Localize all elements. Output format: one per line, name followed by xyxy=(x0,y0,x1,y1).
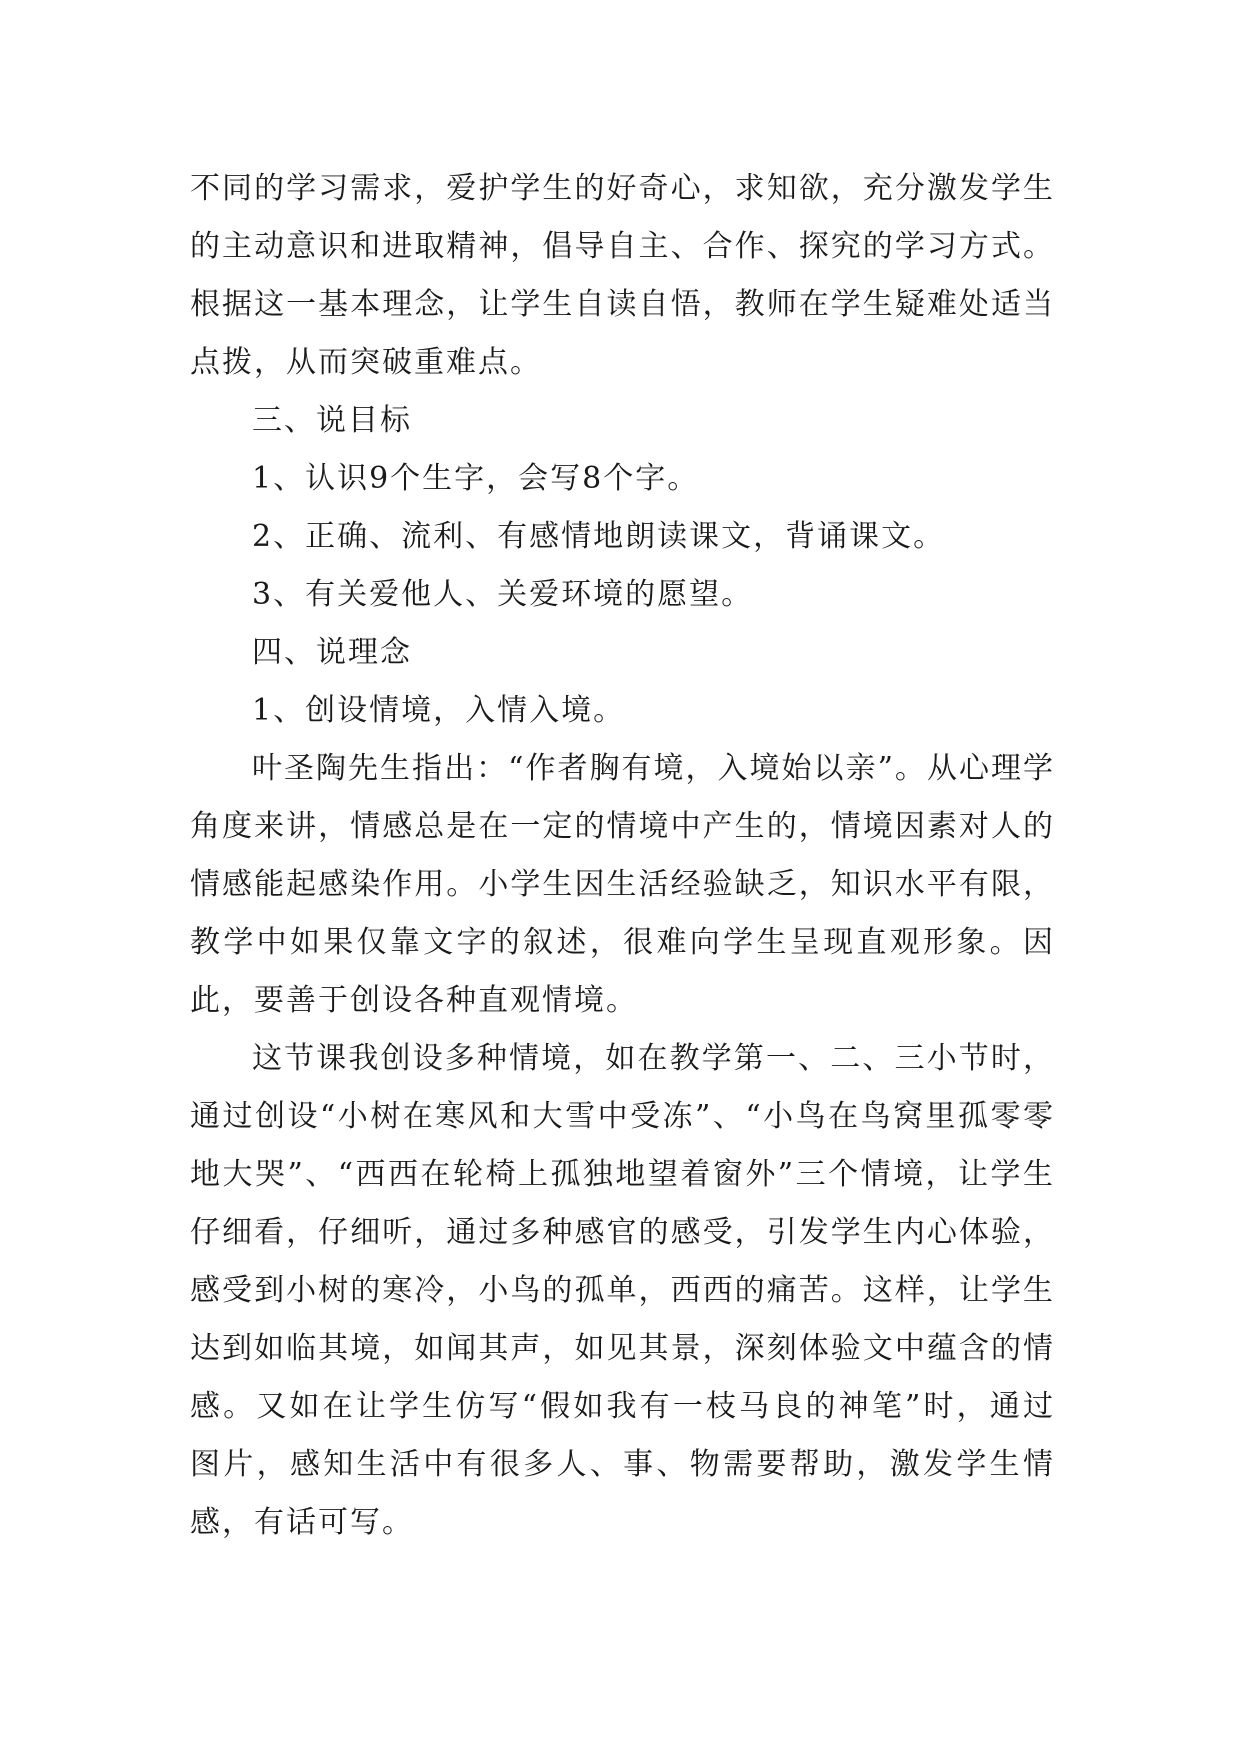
heading-section-3: 三、说目标 xyxy=(252,403,412,438)
goal-item-2: 2、正确、流利、有感情地朗读课文，背诵课文。 xyxy=(252,519,946,554)
heading-section-4: 四、说理念 xyxy=(252,635,412,670)
goal-item-1: 1、认识9个生字，会写8个字。 xyxy=(252,461,700,496)
paragraph-scenarios: 这节课我创设多种情境，如在教学第一、二、三小节时，通过创设“小树在寒风和大雪中受冻”、“小鸟在鸟窝里孤零零地大哭”、“西西在轮椅上孤独地望着窗外”三个情境，让学生仔细看，仔细听，通过多种感官的感受，引发学生内心体验，感受到小树的寒冷，小鸟的孤单，西西的痛苦。这样，让学生达到如临其境，如闻其声，如见其景，深刻体验文中蕴含的情感。又如在让学生仿写“假如我有一枝马良的神笔”时，通过图片，感知生活中有很多人、事、物需要帮助，激发学生情感，有话可写。 xyxy=(190,1041,1055,1540)
document-page xyxy=(190,160,1055,1552)
paragraph-quote: 叶圣陶先生指出：“作者胸有境，入境始以亲”。从心理学角度来讲，情感总是在一定的情境中产生的，情境因素对人的情感能起感染作用。小学生因生活经验缺乏，知识水平有限，教学中如果仅靠文字的叙述，很难向学生呈现直观形象。因此，要善于创设各种直观情境。 xyxy=(190,751,1055,1018)
concept-item-1: 1、创设情境，入情入境。 xyxy=(252,693,626,728)
goal-item-3: 3、有关爱他人、关爱环境的愿望。 xyxy=(252,577,754,612)
paragraph-continuation: 不同的学习需求，爱护学生的好奇心，求知欲，充分激发学生的主动意识和进取精神，倡导自主、合作、探究的学习方式。根据这一基本理念，让学生自读自悟，教师在学生疑难处适当点拨，从而突破重难点。 xyxy=(190,171,1055,380)
